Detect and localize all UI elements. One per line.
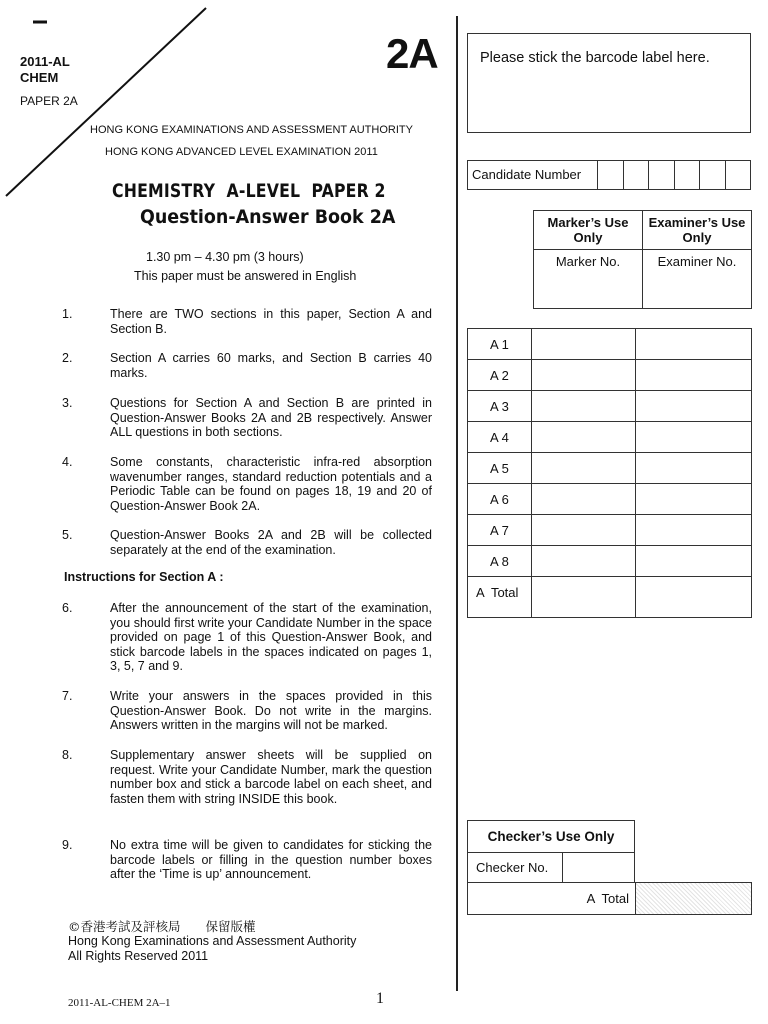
examiner-score-cell[interactable] bbox=[636, 422, 752, 453]
marker-score-cell[interactable] bbox=[532, 360, 636, 391]
instruction-9: 9. No extra time will be given to candidates for sticking the barcode labels or filling in the question number boxes after the ‘Time is up’ announcement. bbox=[62, 838, 432, 881]
section-a-heading: Instructions for Section A : bbox=[64, 570, 224, 584]
question-label: A 4 bbox=[468, 422, 532, 453]
marker-score-cell[interactable] bbox=[532, 546, 636, 577]
authority-name: HONG KONG EXAMINATIONS AND ASSESSMENT AUTHORITY bbox=[90, 124, 413, 136]
marker-score-cell[interactable] bbox=[532, 453, 636, 484]
candidate-number-box bbox=[467, 160, 751, 190]
examiner-score-cell[interactable] bbox=[636, 515, 752, 546]
barcode-label: Please stick the barcode label here. bbox=[480, 50, 710, 66]
table-row bbox=[468, 453, 752, 484]
marker-score-cell[interactable] bbox=[532, 422, 636, 453]
candidate-digit-cell[interactable] bbox=[649, 161, 675, 189]
instruction-2: 2. Section A carries 60 marks, and Section B carries 40 marks. bbox=[62, 351, 432, 380]
table-row bbox=[468, 329, 752, 360]
candidate-digit-cell[interactable] bbox=[726, 161, 751, 189]
question-label: A 7 bbox=[468, 515, 532, 546]
marker-score-cell[interactable] bbox=[532, 484, 636, 515]
instruction-8: 8. Supplementary answer sheets will be supplied on request. Write your Candidate Number, mark the question number box and stick a barcode label on each sheet, and fasten them with string INSIDE this book. bbox=[62, 748, 432, 806]
a-total-label: A Total bbox=[468, 577, 532, 618]
examiner-score-cell[interactable] bbox=[636, 453, 752, 484]
examiner-no[interactable]: Examiner No. bbox=[643, 250, 752, 309]
examiner-header: Examiner’s Use Only bbox=[643, 211, 752, 250]
table-row bbox=[468, 484, 752, 515]
examiner-score-cell[interactable] bbox=[636, 484, 752, 515]
marker-score-cell[interactable] bbox=[532, 391, 636, 422]
question-label: A 5 bbox=[468, 453, 532, 484]
question-label: A 8 bbox=[468, 546, 532, 577]
table-row bbox=[468, 577, 752, 618]
candidate-digit-cell[interactable] bbox=[675, 161, 701, 189]
paper-label: PAPER 2A bbox=[20, 94, 78, 108]
candidate-digit-cell[interactable] bbox=[700, 161, 726, 189]
examiner-score-cell[interactable] bbox=[636, 329, 752, 360]
marker-examiner-table bbox=[533, 210, 752, 309]
instruction-5: 5. Question-Answer Books 2A and 2B will be collected separately at the end of the examination. bbox=[62, 528, 432, 557]
exam-language: This paper must be answered in English bbox=[134, 269, 357, 283]
paper-number: 2A bbox=[386, 30, 438, 77]
table-row bbox=[468, 391, 752, 422]
question-label: A 1 bbox=[468, 329, 532, 360]
copyright-rights: All Rights Reserved 2011 bbox=[68, 949, 209, 963]
examiner-score-cell[interactable] bbox=[636, 546, 752, 577]
checker-a-total-label: A Total bbox=[468, 883, 636, 914]
marker-score-cell[interactable] bbox=[532, 329, 636, 360]
examiner-score-cell[interactable] bbox=[636, 360, 752, 391]
candidate-digit-cell[interactable] bbox=[624, 161, 650, 189]
instruction-3: 3. Questions for Section A and Section B are printed in Question-Answer Books 2A and 2B respectively. Answer ALL questions in both sections. bbox=[62, 396, 432, 439]
shaded-cell bbox=[636, 883, 751, 914]
question-label: A 3 bbox=[468, 391, 532, 422]
exam-time: 1.30 pm – 4.30 pm (3 hours) bbox=[146, 250, 304, 264]
table-row bbox=[468, 360, 752, 391]
table-row bbox=[468, 546, 752, 577]
instruction-4: 4. Some constants, characteristic infra-red absorption wavenumber ranges, standard reduction potentials and a Periodic Table can be found on pages 18, 19 and 20 of Question-Answer Book 2A. bbox=[62, 455, 432, 513]
marker-no[interactable]: Marker No. bbox=[534, 250, 643, 309]
checker-no-box[interactable] bbox=[467, 852, 635, 883]
exam-name: HONG KONG ADVANCED LEVEL EXAMINATION 2011 bbox=[105, 146, 378, 158]
footer-code: 2011-AL-CHEM 2A–1 bbox=[68, 997, 171, 1009]
instruction-7: 7. Write your answers in the spaces provided in this Question-Answer Book. Do not write in the margins. Answers written in the margins will not be marked. bbox=[62, 689, 432, 732]
page-subtitle: Question-Answer Book 2A bbox=[140, 206, 396, 228]
examiner-total-cell[interactable] bbox=[636, 577, 752, 618]
page-number: 1 bbox=[376, 990, 384, 1007]
table-row bbox=[468, 515, 752, 546]
copyright-english: Hong Kong Examinations and Assessment Authority bbox=[68, 934, 357, 948]
marker-score-cell[interactable] bbox=[532, 515, 636, 546]
marker-total-cell[interactable] bbox=[532, 577, 636, 618]
column-divider bbox=[456, 16, 458, 991]
barcode-box bbox=[467, 33, 751, 133]
checker-no-label: Checker No. bbox=[468, 853, 563, 882]
instruction-6: 6. After the announcement of the start of the examination, you should first write your Candidate Number in the space provided on page 1 of this Question-Answer Book, and stick barcode labels in the spaces indicated on pages 1, 3, 5, 7 and 9. bbox=[62, 601, 432, 673]
table-row bbox=[468, 422, 752, 453]
question-label: A 6 bbox=[468, 484, 532, 515]
candidate-number-label: Candidate Number bbox=[468, 161, 598, 189]
marker-header: Marker’s Use Only bbox=[534, 211, 643, 250]
checker-header: Checker’s Use Only bbox=[467, 820, 635, 853]
copyright-chinese: ©香港考試及評核局 保留版權 bbox=[68, 919, 256, 934]
paper-code: 2011-AL CHEM bbox=[20, 54, 70, 85]
page-title: CHEMISTRY A-LEVEL PAPER 2 bbox=[112, 180, 386, 202]
checker-a-total-box[interactable] bbox=[467, 882, 752, 915]
instruction-1: 1. There are TWO sections in this paper, Section A and Section B. bbox=[62, 307, 432, 336]
question-label: A 2 bbox=[468, 360, 532, 391]
score-table bbox=[467, 328, 752, 618]
examiner-score-cell[interactable] bbox=[636, 391, 752, 422]
candidate-digit-cell[interactable] bbox=[598, 161, 624, 189]
